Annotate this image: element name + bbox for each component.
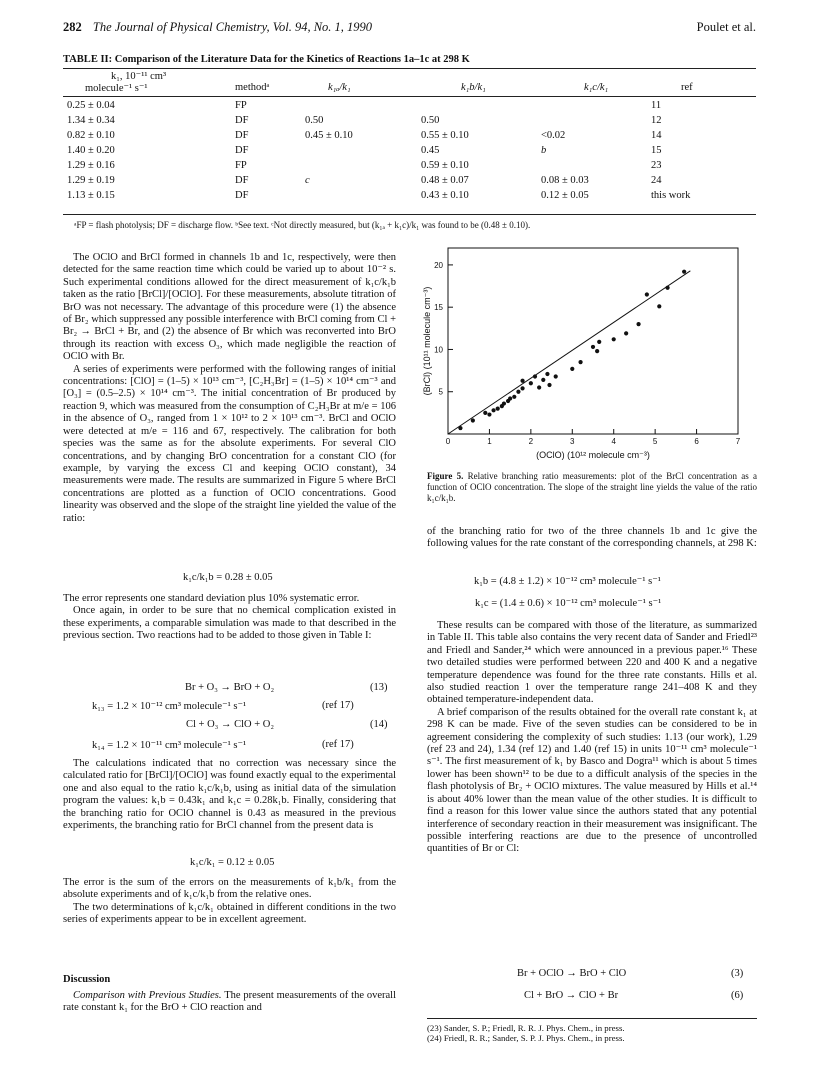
- data-point: [533, 374, 537, 378]
- data-point: [645, 292, 649, 296]
- table-cell-method: DF: [235, 130, 249, 141]
- col-header-method: methodᵃ: [235, 82, 270, 93]
- reference-24: (24) Friedl, R. R.; Sander, S. P. J. Phys. Chem., in press.: [427, 1033, 625, 1044]
- y-tick-label: 15: [434, 303, 443, 313]
- y-tick-label: 10: [434, 345, 443, 355]
- data-point: [595, 349, 599, 353]
- x-tick-label: 3: [570, 437, 575, 446]
- running-header: [63, 20, 756, 36]
- data-point: [496, 407, 500, 411]
- table-cell-ref: 15: [651, 145, 662, 156]
- table-cell-k1b: 0.50: [421, 115, 440, 126]
- data-point: [508, 396, 512, 400]
- left-column-p5: [63, 758, 396, 832]
- data-point: [624, 331, 628, 335]
- page-number: 282: [63, 20, 82, 34]
- data-point: [458, 426, 462, 430]
- table-footnote: ᵃFP = flash photolysis; DF = discharge flow. ᵇSee text. ᶜNot directly measured, but (k₁ₐ + k₁c)/k₁ was found to be (0.48 ± 0.10).: [74, 220, 531, 230]
- paragraph: [63, 990, 396, 1015]
- col-header-k1c: k₁c/k₁: [584, 82, 609, 93]
- table-cell-method: FP: [235, 160, 247, 171]
- equation-6: Cl + BrO → ClO + Br: [524, 990, 619, 1001]
- right-column-mid: [427, 620, 757, 856]
- running-authors: Poulet et al.: [696, 20, 756, 34]
- x-tick-label: 6: [694, 437, 699, 446]
- table-cell-k1: 1.34 ± 0.34: [67, 115, 115, 126]
- paragraph: The error represents one standard deviation plus 10% systematic error.: [63, 593, 360, 604]
- paragraph: A brief comparison of the results obtained for the overall rate constant k₁ at 298 K can be made. Five of the seven studies can be considered to be in agreement considering the complexity of such studies: 1.13 (our work), 1.29 (ref 23 and 24), 1.34 (ref 12) and 1.40 (ref 15) in units 10⁻¹¹ cm³ molecule⁻¹ s⁻¹. The first measurement of k₁ by Basco and Dogra¹¹ which is about 5 times lower has been shown¹² to be due to a difficult analysis of the species in the flash photolysis of Br₂ + OClO mixtures. The value measured by Hills et al.¹⁴ is about 40% lower than the mean value of the other studies. It is difficult to find a reason for this lower value since the authors stated that any potential interference of secondary reaction in their measurement was insignificant. The possible interfering reactions are due to the presence of uncontrolled quantities of Br or Cl:: [427, 706, 757, 855]
- equation-14-number: (14): [370, 719, 388, 730]
- equation-k1c-ratio: k₁c/k₁ = 0.12 ± 0.05: [190, 857, 275, 868]
- paragraph: The error is the sum of the errors on the measurements of k₁b/k₁ from the absolute experiments and of k₁c/k₁b from the relative ones.: [63, 877, 396, 901]
- table-cell-k1c: <0.02: [541, 130, 566, 141]
- data-point: [612, 337, 616, 341]
- data-point: [491, 408, 495, 412]
- equation-14: Cl + O₃ → ClO + O₂: [186, 719, 275, 730]
- table-cell-method: FP: [235, 100, 247, 111]
- x-axis-label: (OClO) (10¹² molecule cm⁻³): [536, 450, 650, 460]
- data-point: [483, 411, 487, 415]
- table-cell-k1b: 0.48 ± 0.07: [421, 175, 469, 186]
- equation-k1b: k₁b = (4.8 ± 1.2) × 10⁻¹² cm³ molecule⁻¹ s⁻¹: [474, 576, 661, 587]
- references-rule: [427, 1018, 757, 1019]
- equation-ratio: k₁c/k₁b = 0.28 ± 0.05: [183, 572, 273, 583]
- table-cell-k1: 1.40 ± 0.20: [67, 145, 115, 156]
- section-heading-discussion: Discussion: [63, 974, 111, 985]
- left-column-mid: [63, 593, 396, 643]
- table-cell-k1: 0.82 ± 0.10: [67, 130, 115, 141]
- table-cell-ref: 14: [651, 130, 662, 141]
- table-cell-k1: 0.25 ± 0.04: [67, 100, 115, 111]
- table-cell-k1b: 0.59 ± 0.10: [421, 160, 469, 171]
- table-cell-ref: this work: [651, 190, 691, 201]
- table-cell-ref: 11: [651, 100, 662, 111]
- data-point: [471, 418, 475, 422]
- reference-23: (23) Sander, S. P.; Friedl, R. R. J. Phys. Chem., in press.: [427, 1023, 625, 1033]
- data-point: [541, 378, 545, 382]
- paragraph: The calculations indicated that no correction was necessary since the calculated ratio for [BrCl]/[OClO] was found exactly equal to the experimental one and also equal to the ratio k₁c/k₁b, using as initial data of the simulation program the values: k₁b = 0.43k₁ and k₁c = 0.28k₁b. Finally, considering that the branching ratio for OClO channel is 0.43 as measured in the previous experiments, the branching ratio for BrCl channel from the present data is: [63, 758, 396, 832]
- data-point: [682, 270, 686, 274]
- right-column-top: [427, 526, 757, 551]
- figure-label: Figure 5.: [427, 471, 464, 481]
- paragraph-text: The present measurements of the overall rate constant k₁ for the BrO + ClO reaction and: [63, 990, 397, 1014]
- table-cell-k1a: 0.50: [305, 115, 324, 126]
- data-point: [591, 345, 595, 349]
- data-point: [487, 412, 491, 416]
- equation-3: Br + OClO → BrO + ClO: [517, 968, 627, 979]
- journal-title: The Journal of Physical Chemistry, Vol. 94, No. 1, 1990: [92, 20, 373, 34]
- table-cell-k1b: 0.45: [421, 145, 440, 156]
- left-column-top: [63, 252, 396, 525]
- data-point: [520, 386, 524, 390]
- paragraph: The OClO and BrCl formed in channels 1b and 1c, respectively, were then detected for the same reaction time which could be varied up to about 10⁻² s. Such experimental conditions allowed for the direct measurement of k₁c/k₁b taken as the ratio [BrCl]/[OClO]. For these measurements, absolute titration of BrO was not necessary. The advantage of this procedure were (1) the absence of Br₂ which suppressed any possible interference with BrCl coming from Cl + Br₂ → BrCl + Br, and (2) the absence of Br which was reconverted into BrO through its reaction with excess O₃, which made negligible the reaction of OClO with Br.: [63, 252, 396, 363]
- equation-13-number: (13): [370, 682, 388, 693]
- data-point: [657, 304, 661, 308]
- left-column-discussion: [63, 990, 396, 1015]
- paragraph: These results can be compared with those of the literature, as summarized in Table II. This table also contains the very recent data of Sander and Friedl²³ and Friedl and Sander,²⁴ which were announced in a previous paper.¹⁶ These two detailed studies were performed between 220 and 400 K and a negative temperature dependence was found for the three rate constants. Hills et al. also studied reaction 1 over the temperature range 241–408 K and they obtained temperature-independent data.: [427, 620, 757, 706]
- data-point: [516, 390, 520, 394]
- subsection-title: Comparison with Previous Studies.: [73, 990, 222, 1001]
- data-point: [520, 379, 524, 383]
- table-cell-k1b: 0.43 ± 0.10: [421, 190, 469, 201]
- paragraph: of the branching ratio for two of the three channels 1b and 1c give the following values for the rate constant of the corresponding channels, at 298 K:: [427, 526, 757, 550]
- data-point: [636, 322, 640, 326]
- data-point: [665, 286, 669, 290]
- paragraph: Once again, in order to be sure that no chemical complication existed in these experiments, a comparable simulation was made to that described in the previous section. Two reactions had to be added to those given in Table I:: [63, 605, 396, 642]
- y-axis-label: (BrCl) (10¹¹ molecule cm⁻³): [422, 286, 432, 396]
- table-cell-method: DF: [235, 190, 249, 201]
- references: [427, 1023, 757, 1044]
- col-header-k1a: k₁ₐ/k₁: [328, 82, 351, 93]
- figure-caption-text: Relative branching ratio measurements: plot of the BrCl concentration as a function of OClO concentration. The slope of the straight line yields the value of the ratio k₁c/k₁b.: [427, 471, 757, 503]
- table-caption: TABLE II: Comparison of the Literature Data for the Kinetics of Reactions 1a–1c at 298 K: [63, 54, 470, 65]
- table-2: [63, 68, 756, 216]
- left-column-bottom: [63, 877, 396, 927]
- col-header-k1-units: molecule⁻¹ s⁻¹: [85, 83, 148, 94]
- col-header-k1b: k₁b/k₁: [461, 82, 486, 93]
- x-tick-label: 7: [735, 437, 741, 446]
- table-cell-ref: 24: [651, 175, 662, 186]
- fit-line: [448, 271, 690, 434]
- x-tick-label: 4: [611, 437, 616, 446]
- col-header-ref: ref: [681, 82, 693, 93]
- figure-5-chart: [420, 240, 760, 466]
- rate-k14: k₁₄ = 1.2 × 10⁻¹¹ cm³ molecule⁻¹ s⁻¹: [92, 740, 247, 751]
- table-cell-k1: 1.29 ± 0.19: [67, 175, 115, 186]
- table-cell-k1b: 0.55 ± 0.10: [421, 130, 469, 141]
- y-tick-label: 20: [434, 260, 443, 270]
- plot-frame: [448, 248, 738, 434]
- x-tick-label: 1: [487, 437, 492, 446]
- data-point: [545, 372, 549, 376]
- data-point: [578, 360, 582, 364]
- y-tick-label: 5: [438, 387, 443, 397]
- table-cell-k1: 1.13 ± 0.15: [67, 190, 115, 201]
- x-tick-label: 2: [528, 437, 534, 446]
- table-cell-k1a: 0.45 ± 0.10: [305, 130, 353, 141]
- rate-k13-ref: (ref 17): [322, 700, 354, 711]
- data-point: [597, 340, 601, 344]
- table-cell-method: DF: [235, 115, 249, 126]
- data-point: [547, 383, 551, 387]
- data-point: [502, 401, 506, 405]
- figure-5-caption: [427, 471, 757, 504]
- x-tick-label: 5: [652, 437, 658, 446]
- paragraph: The two determinations of k₁c/k₁ obtained in different conditions in the two series of experiments appear to be in excellent agreement.: [63, 901, 396, 926]
- equation-k1c: k₁c = (1.4 ± 0.6) × 10⁻¹² cm³ molecule⁻¹ s⁻¹: [475, 598, 662, 609]
- equation-3-number: (3): [731, 968, 744, 979]
- table-cell-k1a: c: [305, 175, 310, 186]
- table-cell-k1c: b: [541, 145, 547, 156]
- data-point: [570, 367, 574, 371]
- data-point: [512, 395, 516, 399]
- data-point: [537, 385, 541, 389]
- rate-k13: k₁₃ = 1.2 × 10⁻¹² cm³ molecule⁻¹ s⁻¹: [92, 701, 247, 712]
- x-tick-label: 0: [445, 437, 451, 446]
- rate-k14-ref: (ref 17): [322, 739, 354, 750]
- table-cell-method: DF: [235, 145, 249, 156]
- table-cell-ref: 23: [651, 160, 662, 171]
- table-cell-method: DF: [235, 175, 249, 186]
- equation-6-number: (6): [731, 990, 744, 1001]
- table-cell-k1c: 0.12 ± 0.05: [541, 190, 589, 201]
- paragraph: A series of experiments were performed with the following ranges of initial concentrations: [ClO] = (1–5) × 10¹³ cm⁻³, [C₂H₃Br] = (1–5) × 10¹⁴ cm⁻³ and [O₃] = (0.5–2.5) × 10¹⁴ cm⁻³. The initial concentration of Br produced by reaction 9, which was measured from the consumption of C₂H₃Br at m/e = 106 in the absence of O₃, ranged from 1 × 10¹² to 2 × 10¹³ cm⁻³. BrCl and OClO were detected at m/e = 116 and 67, respectively. The calibration for both species was the same as for the absolute experiments. For several ClO concentrations, and by changing BrO concentration for a constant ClO (for example, by varying the excess Cl and keeping OClO constant), 34 measurements were made. The results are summarized in Figure 5 where BrCl concentrations are plotted as a function of OClO concentrations. Good linearity was observed and the slope of the straight line yielded the value of the ratio:: [63, 363, 396, 524]
- data-point: [554, 374, 558, 378]
- equation-13: Br + O₃ → BrO + O₂: [185, 682, 275, 693]
- col-header-k1: k₁, 10⁻¹¹ cm³: [111, 71, 167, 82]
- data-point: [529, 381, 533, 385]
- table-cell-ref: 12: [651, 115, 662, 126]
- table-cell-k1c: 0.08 ± 0.03: [541, 175, 589, 186]
- table-cell-k1: 1.29 ± 0.16: [67, 160, 115, 171]
